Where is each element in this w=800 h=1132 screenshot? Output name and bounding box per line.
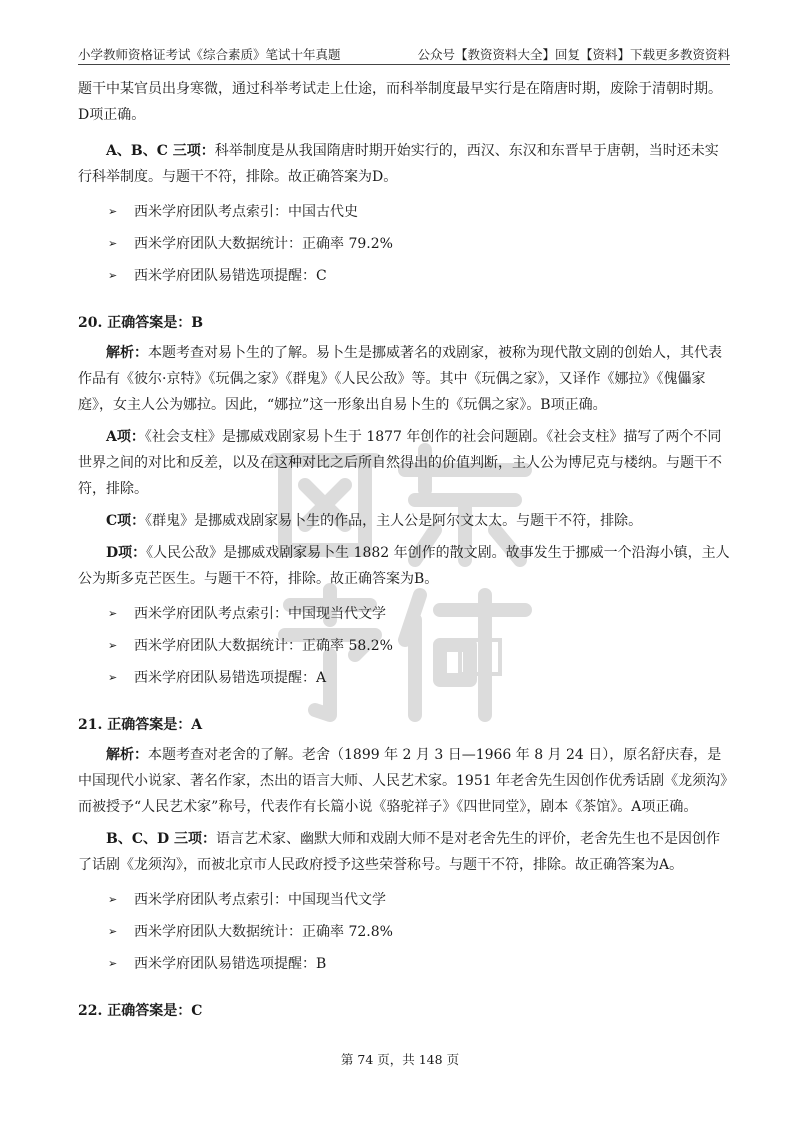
analysis: 解析：本题考查对易卜生的了解。易卜生是挪威著名的戏剧家，被称为现代散文剧的创始人，其代表作品有《彼尔·京特》《玩偶之家》《群鬼》《人民公敌》等。其中《玩偶之家》，又译作《娜拉》《傀儡家庭》，女主人公为娜拉。因此，“娜拉”这一形象出自易卜生的《玩偶之家》。B项正确。 <box>78 345 722 413</box>
arrow-bullet-icon: ➢ <box>108 205 118 218</box>
option-label: D项： <box>106 545 147 561</box>
arrow-bullet-icon: ➢ <box>108 925 118 938</box>
list-item: ➢ 西米学府团队大数据统计：正确率 72.8% <box>78 916 730 948</box>
option-label: A、B、C 三项： <box>106 143 215 159</box>
arrow-bullet-icon: ➢ <box>108 237 118 250</box>
option-explanation: B、C、D 三项：语言艺术家、幽默大师和戏剧大师不是对老舍先生的评价，老舍先生也不是因创作了话剧《龙须沟》，而被北京市人民政府授予这些荣誉称号。与题干不符，排除。故正确答案为A。 <box>78 831 720 873</box>
arrow-bullet-icon: ➢ <box>108 671 118 684</box>
list-item: ➢ 西米学府团队大数据统计：正确率 79.2% <box>78 228 730 260</box>
option-label: C项： <box>106 513 146 529</box>
header-title: 小学教师资格证考试《综合素质》笔试十年真题 <box>78 47 341 62</box>
arrow-bullet-icon: ➢ <box>108 893 118 906</box>
arrow-bullet-icon: ➢ <box>108 639 118 652</box>
option-explanation: D项：《人民公敌》是挪威戏剧家易卜生 1882 年创作的散文剧。故事发生于挪威一个沿海小镇，主人公为斯多克芒医生。与题干不符，排除。故正确答案为B。 <box>78 545 730 587</box>
paragraph: 题干中某官员出身寒微，通过科举考试走上仕途，而科举制度最早实行是在隋唐时期，废除于清朝时期。 D项正确。 <box>78 81 722 123</box>
answer-heading: 22. 正确答案是：C <box>78 1003 203 1019</box>
analysis: 解析：本题考查对老舍的了解。老舍（1899 年 2 月 3 日—1966 年 8 月 24 日），原名舒庆春，是中国现代小说家、著名作家，杰出的语言大师、人民艺术家。1951 年老舍先生因创作优秀话剧《龙须沟》而被授予“人民艺术家”称号，代表作有长篇小说《骆驼祥子》《四世同堂》，剧本《茶馆》。A项正确。 <box>78 747 728 815</box>
option-label: A项： <box>106 429 145 445</box>
list-item: ➢ 西米学府团队考点索引：中国古代史 <box>78 196 730 228</box>
option-explanation: A项：《社会支柱》是挪威戏剧家易卜生于 1877 年创作的社会问题剧。《社会支柱》描写了两个不同世界之间的对比和反差，以及在这种对比之后所自然得出的价值判断，主人公为博尼克与楼纳。与题干不符，排除。 <box>78 429 722 497</box>
page-number: 第 74 页，共 148 页 <box>340 1052 460 1067</box>
page-content <box>78 76 730 1028</box>
answer-heading: 21. 正确答案是：A <box>78 717 203 733</box>
list-item: ➢ 西米学府团队易错选项提醒：A <box>78 662 730 694</box>
arrow-bullet-icon: ➢ <box>108 957 118 970</box>
arrow-bullet-icon: ➢ <box>108 269 118 282</box>
option-label: B、C、D 三项： <box>106 831 216 847</box>
list-item: ➢ 西米学府团队考点索引：中国现当代文学 <box>78 884 730 916</box>
option-explanation: C项：《群鬼》是挪威戏剧家易卜生的作品，主人公是阿尔文太太。与题干不符，排除。 <box>106 513 643 529</box>
arrow-bullet-icon: ➢ <box>108 607 118 620</box>
list-item: ➢ 西米学府团队易错选项提醒：C <box>78 260 730 292</box>
list-item: ➢ 西米学府团队考点索引：中国现当代文学 <box>78 598 730 630</box>
header-promo: 公众号【教资资料大全】回复【资料】下载更多教资资料 <box>417 47 730 62</box>
option-explanation: A、B、C 三项：科举制度是从我国隋唐时期开始实行的，西汉、东汉和东晋早于唐朝，当时还未实行科举制度。与题干不符，排除。故正确答案为D。 <box>78 143 719 185</box>
list-item: ➢ 西米学府团队易错选项提醒：B <box>78 948 730 980</box>
list-item: ➢ 西米学府团队大数据统计：正确率 58.2% <box>78 630 730 662</box>
page-header <box>78 44 730 65</box>
answer-heading: 20. 正确答案是：B <box>78 315 204 331</box>
